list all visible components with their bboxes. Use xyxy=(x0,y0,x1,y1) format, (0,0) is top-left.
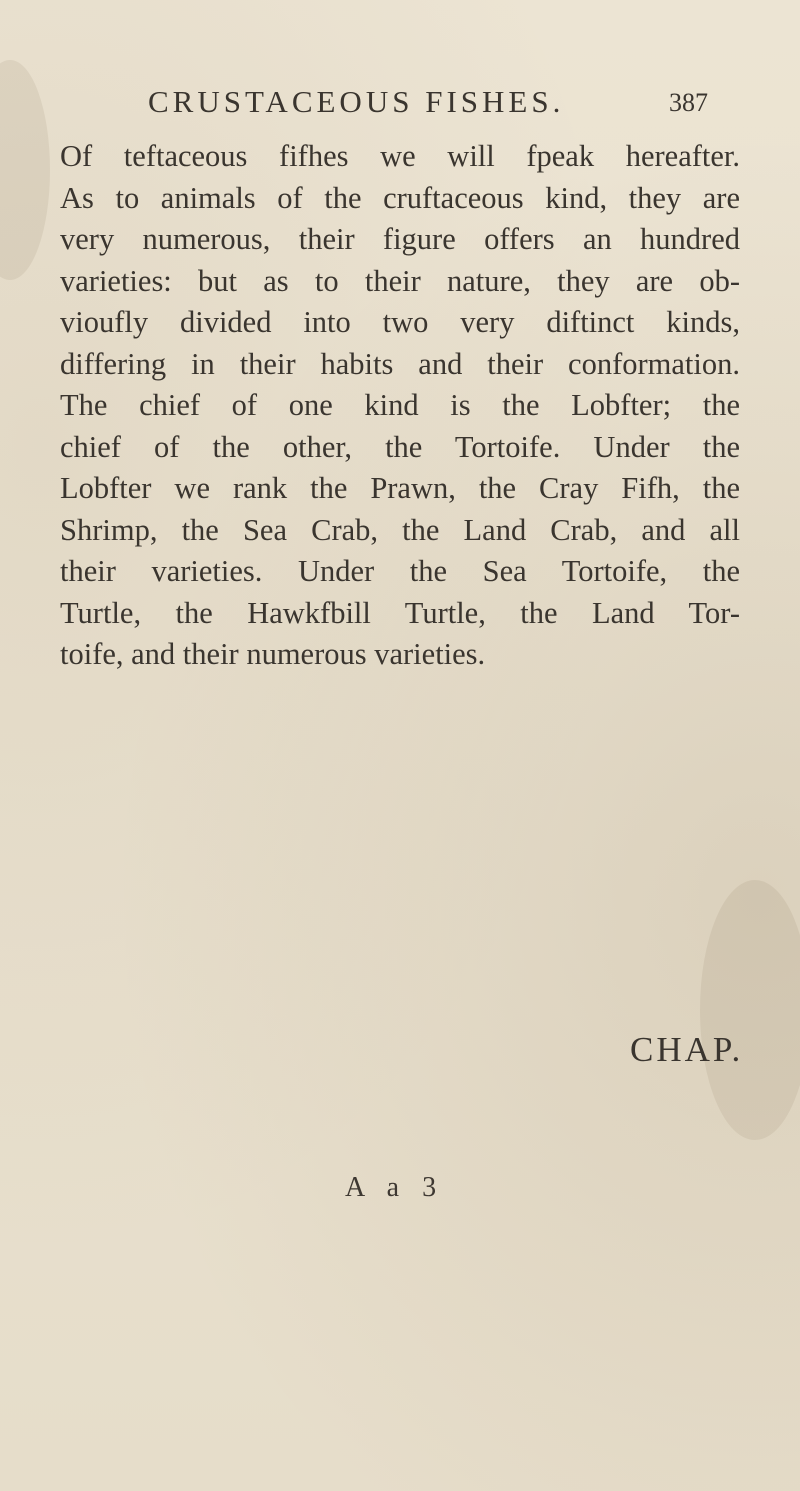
text-line: As to animals of the cruftaceous kind, they are xyxy=(60,180,740,215)
text-line: varieties: but as to their nature, they are ob- xyxy=(60,263,740,298)
text-line: The chief of one kind is the Lobfter; the xyxy=(60,388,740,422)
signature-mark: A a 3 xyxy=(345,1172,445,1203)
page-number: 387 xyxy=(669,88,708,117)
running-head-title: CRUSTACEOUS FISHES. xyxy=(148,84,565,119)
text-line: vioufly divided into two very diftinct kinds, xyxy=(60,305,740,339)
paper-stain xyxy=(700,880,800,1140)
text-line: chief of the other, the Tortoife. Under the xyxy=(60,429,740,464)
text-line: Shrimp, the Sea Crab, the Land Crab, and all xyxy=(60,512,740,547)
paper-stain xyxy=(0,60,50,280)
running-head xyxy=(148,84,708,124)
text-line: Of teftaceous fifhes we will fpeak hereafter. xyxy=(60,139,740,173)
body-text xyxy=(60,136,740,676)
catchword: CHAP. xyxy=(630,1030,744,1069)
text-line: their varieties. Under the Sea Tortoife, the xyxy=(60,554,740,588)
text-line: Lobfter we rank the Prawn, the Cray Fifh, the xyxy=(60,471,740,505)
text-line: Turtle, the Hawkfbill Turtle, the Land Tor- xyxy=(60,595,740,630)
text-line: toife, and their numerous varieties. xyxy=(60,637,486,671)
text-line: differing in their habits and their conformation. xyxy=(60,346,740,381)
text-line: very numerous, their figure offers an hundred xyxy=(60,222,740,256)
